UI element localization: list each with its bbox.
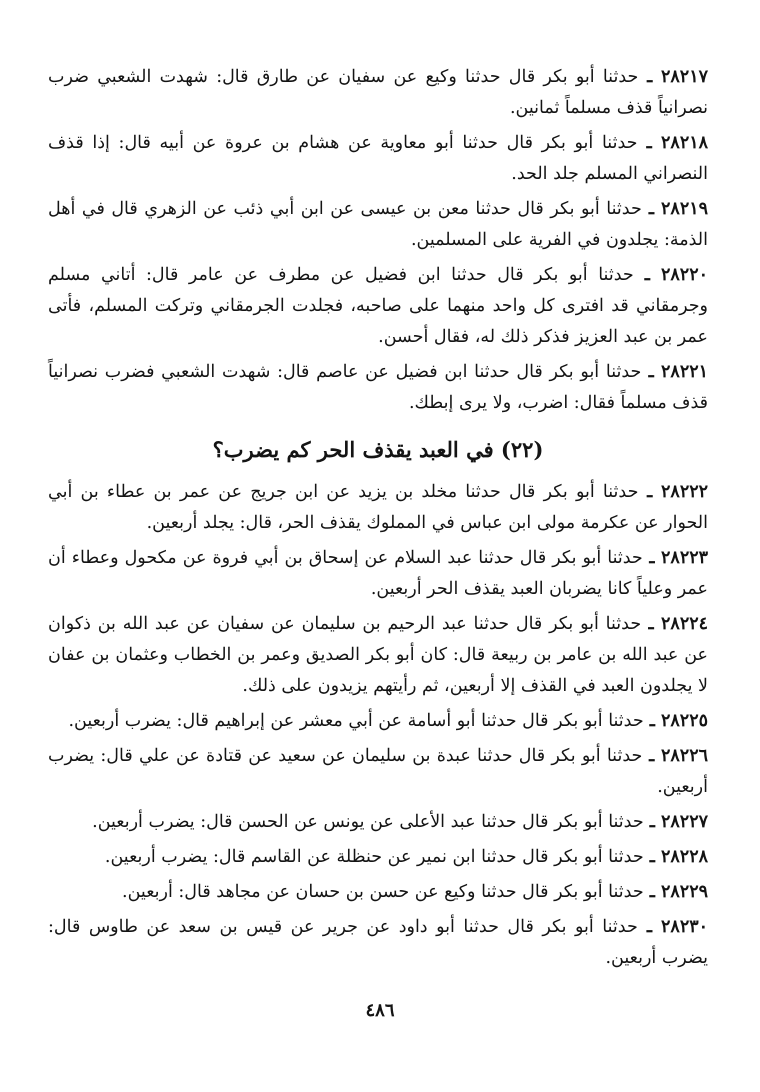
hadith-number: ٢٨٢٢٦ [661,746,708,766]
hadith-entry [48,842,708,873]
hadith-entry [48,706,708,737]
hadith-entry [48,543,708,605]
hadith-number: ٢٨٢٢٣ [661,548,709,568]
separator-dash: ـ [643,711,661,731]
hadith-number: ٢٨٢١٨ [661,133,709,153]
hadith-number: ٢٨٢٢٢ [661,482,709,502]
entries-after-heading [48,477,708,974]
hadith-entry [48,807,708,838]
separator-dash: ـ [641,614,662,634]
hadith-text: حدثنا أبو بكر قال حدثنا معن بن عيسى عن ابن أبي ذئب عن الزهري قال في أهل الذمة: يجلدون في الفرية على المسلمين. [48,199,708,250]
hadith-number: ٢٨٢٢١ [661,362,709,382]
section-heading: (٢٢) في العبد يقذف الحر كم يضرب؟ [212,437,544,462]
hadith-number: ٢٨٢٣٠ [661,917,709,937]
hadith-text: حدثنا أبو بكر قال حدثنا وكيع عن سفيان عن طارق قال: شهدت الشعبي ضرب نصرانياً قذف مسلماً ثمانين. [48,67,708,118]
hadith-number: ٢٨٢٢٨ [661,847,708,867]
entries-before-heading [48,62,708,419]
separator-dash: ـ [641,362,662,382]
separator-dash: ـ [637,917,662,937]
hadith-text: حدثنا أبو بكر قال حدثنا أبو أسامة عن أبي معشر عن إبراهيم قال: يضرب أربعين. [68,711,644,731]
hadith-text: حدثنا أبو بكر قال حدثنا أبو معاوية عن هشام بن عروة عن أبيه قال: إذا قذف النصراني المسلم جلد الحد. [48,133,708,184]
separator-dash: ـ [642,746,661,766]
hadith-entry [48,357,708,419]
hadith-text: حدثنا أبو بكر قال حدثنا ابن نمير عن حنظلة عن القاسم قال: يضرب أربعين. [104,847,644,867]
hadith-text: حدثنا أبو بكر قال حدثنا عبد السلام عن إسحاق بن أبي فروة عن مكحول وعطاء أن عمر وعلياً كانا يضربان العبد يقذف الحر أربعين. [48,548,708,599]
hadith-entry [48,912,708,974]
hadith-entry [48,609,708,702]
hadith-text: حدثنا أبو بكر قال حدثنا ابن فضيل عن عاصم قال: شهدت الشعبي فضرب نصرانياً قذف مسلماً فقال: اضرب، ولا يرى إبطك. [48,362,708,413]
separator-dash: ـ [642,548,662,568]
hadith-text: حدثنا أبو بكر قال حدثنا وكيع عن حسن بن حسان عن مجاهد قال: أربعين. [122,882,644,902]
hadith-text: حدثنا أبو بكر قال حدثنا أبو داود عن جرير عن قيس بن سعد عن طاوس قال: يضرب أربعين. [48,917,708,968]
hadith-entry [48,194,708,256]
separator-dash: ـ [643,812,661,832]
separator-dash: ـ [643,882,661,902]
separator-dash: ـ [641,199,662,219]
hadith-entry [48,260,708,353]
hadith-number: ٢٨٢٢٩ [661,882,708,902]
hadith-number: ٢٨٢٢٥ [661,711,708,731]
hadith-text: حدثنا أبو بكر قال حدثنا عبدة بن سليمان عن سعيد عن قتادة عن علي قال: يضرب أربعين. [48,746,708,797]
hadith-entry [48,877,708,908]
hadith-number: ٢٨٢٢٧ [661,812,708,832]
hadith-number: ٢٨٢١٧ [661,67,708,87]
hadith-entry [48,477,708,539]
hadith-text: حدثنا أبو بكر قال حدثنا ابن فضيل عن مطرف عن عامر قال: أتاني مسلم وجرمقاني قد افترى كل واحد منهما على صاحبه، فجلدت الجرمقاني وتركت المسلم، فأتى عمر بن عبد العزيز فذكر ذلك له، فقال أحسن. [48,265,708,347]
separator-dash: ـ [638,482,662,502]
page-number: ٤٨٦ [365,1000,395,1021]
hadith-entry [48,741,708,803]
hadith-number: ٢٨٢١٩ [661,199,709,219]
separator-dash: ـ [638,67,661,87]
hadith-number: ٢٨٢٢٠ [661,265,708,285]
hadith-entry [48,128,708,190]
hadith-number: ٢٨٢٢٤ [661,614,709,634]
separator-dash: ـ [643,847,661,867]
hadith-text: حدثنا أبو بكر قال حدثنا مخلد بن يزيد عن ابن جريج عن عمر بن عطاء بن أبي الحوار عن عكرمة مولى ابن عباس في المملوك يقذف الحر، قال: يجلد أربعين. [48,482,708,533]
hadith-text: حدثنا أبو بكر قال حدثنا عبد الرحيم بن سليمان عن سفيان عن عبد الله بن ذكوان عن عبد الله بن عامر بن ربيعة قال: كان أبو بكر الصديق وعمر بن الخطاب وعثمان بن عفان لا يجلدون العبد في القذف إلا أربعين، ثم رأيتهم يزيدون على ذلك. [48,614,708,696]
hadith-entry [48,62,708,124]
hadith-text: حدثنا أبو بكر قال حدثنا عبد الأعلى عن يونس عن الحسن قال: يضرب أربعين. [92,812,644,832]
separator-dash: ـ [637,133,662,153]
separator-dash: ـ [633,265,661,285]
